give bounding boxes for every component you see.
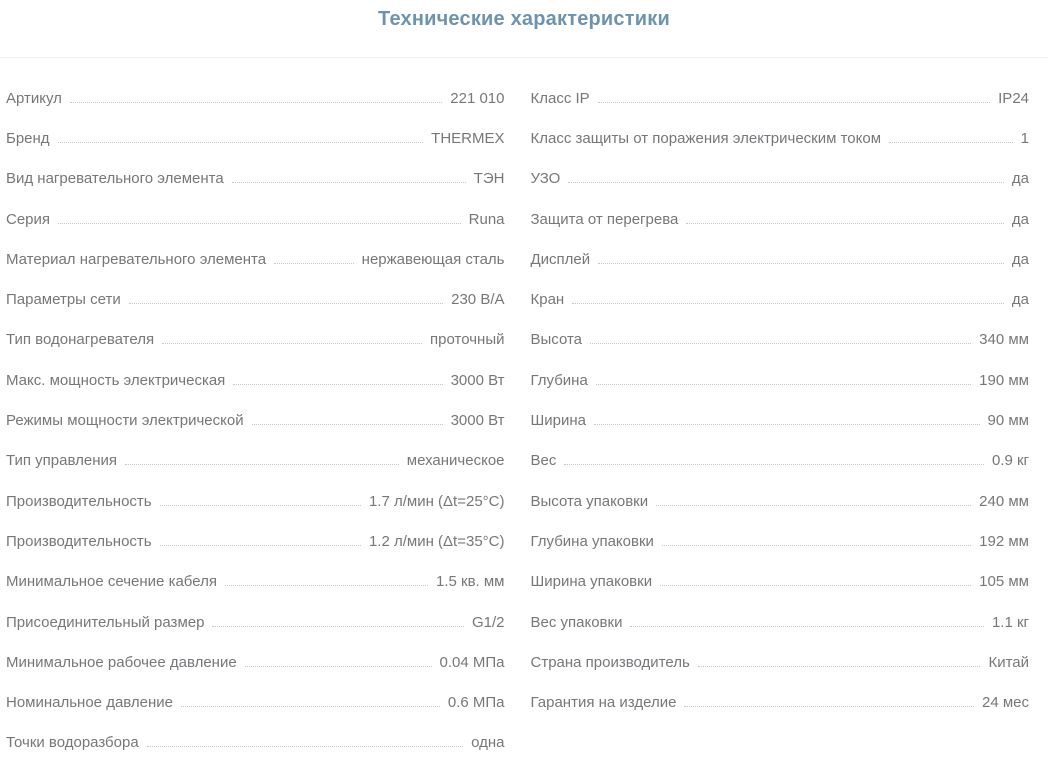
spec-row [531,481,1030,521]
spec-label: Производительность [6,532,152,550]
spec-row [6,481,505,521]
spec-value: G1/2 [471,613,505,631]
spec-row [531,602,1030,642]
dotted-leader [684,706,974,707]
spec-label: Макс. мощность электрическая [6,371,226,389]
spec-row [531,642,1030,682]
spec-value: 3000 Вт [450,371,505,389]
spec-label: Класс IP [530,89,590,107]
spec-row [531,78,1030,118]
dotted-leader [594,424,980,425]
spec-row [531,521,1030,561]
spec-value: 3000 Вт [450,412,505,430]
spec-label: Гарантия на изделие [530,694,677,712]
spec-row [6,320,505,360]
spec-value: нержавеющая сталь [361,250,505,268]
dotted-leader [564,464,984,465]
spec-row [531,279,1030,319]
dotted-leader [252,424,443,425]
spec-row [6,723,505,757]
spec-row [6,642,505,682]
spec-value: ТЭН [473,170,505,188]
spec-value: 1.7 л/мин (Δt=25°C) [368,492,505,510]
spec-row [6,441,505,481]
spec-row [6,562,505,602]
spec-value: да [1011,250,1029,268]
spec-label: Дисплей [530,250,591,268]
dotted-leader [596,384,971,385]
spec-grid [0,78,1048,757]
spec-value: 0.9 кг [991,452,1029,470]
spec-value: IP24 [998,89,1029,107]
spec-label: Ширина упаковки [530,573,653,591]
spec-row [6,682,505,722]
spec-row [531,320,1030,360]
spec-column-right [531,78,1030,757]
spec-label: Производительность [6,492,152,510]
spec-value: 105 мм [979,573,1029,591]
spec-row [6,78,505,118]
spec-value: механическое [406,452,505,470]
spec-row [6,239,505,279]
dotted-leader [245,666,432,667]
dotted-leader [630,626,983,627]
spec-value: 1.5 кв. мм [435,573,505,591]
spec-value: 190 мм [979,371,1029,389]
spec-value: 230 В/А [451,291,505,309]
spec-value: 0.04 МПа [439,653,505,671]
dotted-leader [686,223,1004,224]
dotted-leader [568,182,1004,183]
spec-column-left [6,78,505,757]
spec-row [531,199,1030,239]
spec-label: Бренд [6,129,50,147]
spec-value: 192 мм [979,532,1029,550]
spec-value: да [1011,210,1029,228]
dotted-leader [58,142,424,143]
spec-row [6,602,505,642]
spec-label: Режимы мощности электрической [6,412,244,430]
spec-label: Точки водоразбора [6,734,139,752]
dotted-leader [233,384,442,385]
spec-label: Кран [530,291,565,309]
spec-row [6,118,505,158]
spec-value: 0.6 МПа [447,694,505,712]
dotted-leader [662,545,971,546]
spec-value: THERMEX [431,129,505,147]
dotted-leader [232,182,466,183]
spec-label: Класс защиты от поражения электрическим током [530,129,882,147]
spec-value: 340 мм [979,331,1029,349]
dotted-leader [572,303,1004,304]
page-title: Технические характеристики [378,8,670,30]
spec-value: проточный [430,331,505,349]
spec-row [6,159,505,199]
dotted-leader [70,102,442,103]
dotted-leader [58,223,461,224]
dotted-leader [162,343,422,344]
spec-label: Минимальное рабочее давление [6,653,237,671]
spec-value: Runa [468,210,505,228]
spec-label: Присоединительный размер [6,613,205,631]
spec-label: Параметры сети [6,291,121,309]
spec-label: Защита от перегрева [530,210,679,228]
dotted-leader [160,505,361,506]
spec-row [531,360,1030,400]
dotted-leader [656,505,971,506]
spec-label: Ширина [530,412,586,430]
spec-row [531,562,1030,602]
dotted-leader [212,626,464,627]
spec-label: Высота [530,331,583,349]
spec-row [531,682,1030,722]
dotted-leader [129,303,443,304]
spec-label: Минимальное сечение кабеля [6,573,217,591]
dotted-leader [698,666,981,667]
spec-label: Вес упаковки [530,613,623,631]
spec-row [6,400,505,440]
spec-row [6,360,505,400]
spec-row [6,279,505,319]
dotted-leader [274,263,354,264]
dotted-leader [181,706,440,707]
dotted-leader [889,142,1013,143]
spec-row [531,159,1030,199]
spec-label: Материал нагревательного элемента [6,250,267,268]
spec-label: Вес [530,452,557,470]
spec-value: да [1011,170,1029,188]
dotted-leader [160,545,361,546]
spec-label: Глубина [530,371,588,389]
dotted-leader [590,343,971,344]
spec-label: Номинальное давление [6,694,174,712]
spec-value: 1.1 кг [991,613,1029,631]
spec-row [531,239,1030,279]
spec-label: Серия [6,210,51,228]
spec-label: Вид нагревательного элемента [6,170,224,188]
spec-row [531,118,1030,158]
title-divider [0,57,1048,58]
spec-value: 24 мес [981,694,1029,712]
spec-label: Тип водонагревателя [6,331,155,349]
spec-label: Страна производитель [530,653,690,671]
dotted-leader [660,585,971,586]
spec-value: 1 [1020,129,1029,147]
spec-value: одна [471,734,505,752]
spec-value: 221 010 [450,89,505,107]
spec-value: 1.2 л/мин (Δt=35°C) [368,532,505,550]
spec-row [6,521,505,561]
dotted-leader [225,585,428,586]
dotted-leader [598,102,990,103]
dotted-leader [598,263,1004,264]
spec-label: Артикул [6,89,62,107]
spec-label: УЗО [530,170,561,188]
spec-value: 240 мм [979,492,1029,510]
dotted-leader [125,464,399,465]
spec-row [531,441,1030,481]
spec-label: Высота упаковки [530,492,649,510]
spec-row [6,199,505,239]
dotted-leader [147,746,463,747]
spec-value: 90 мм [987,412,1029,430]
spec-row [531,400,1030,440]
spec-label: Тип управления [6,452,117,470]
spec-label: Глубина упаковки [530,532,654,550]
spec-value: Китай [988,653,1029,671]
spec-value: да [1011,291,1029,309]
